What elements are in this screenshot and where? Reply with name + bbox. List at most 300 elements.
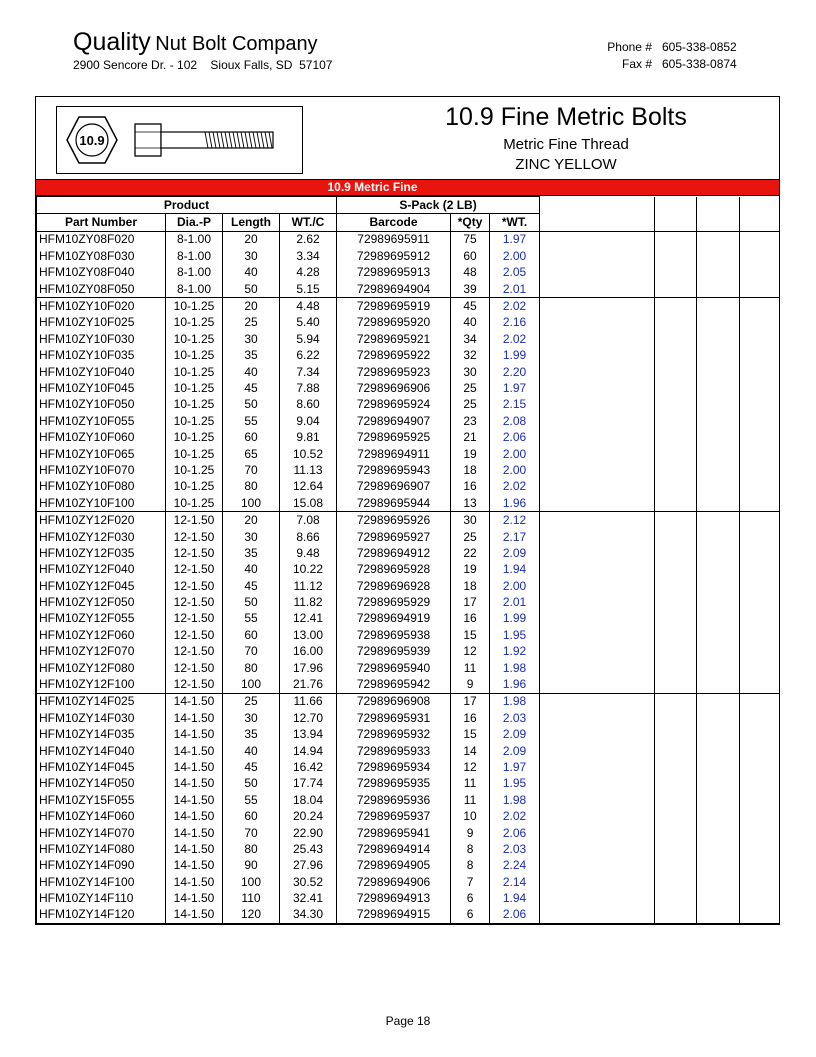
cell-blank [740,644,780,660]
table-row [37,759,780,775]
phone-number: 605-338-0852 [662,40,737,54]
cell-dia-pitch: 14-1.50 [166,776,223,792]
cell-qty: 45 [451,298,490,315]
cell-pack-weight: 2.00 [490,462,540,478]
cell-blank [697,348,740,364]
cell-weight-per-c: 17.74 [280,776,337,792]
cell-blank [655,281,697,298]
cell-barcode: 72989694919 [337,611,451,627]
cell-blank [655,907,697,924]
cell-pack-weight: 1.98 [490,660,540,676]
cell-blank [697,578,740,594]
cell-pack-weight: 2.17 [490,529,540,545]
cell-blank [540,578,655,594]
cell-barcode: 72989695923 [337,364,451,380]
cell-weight-per-c: 16.00 [280,644,337,660]
cell-blank [740,594,780,610]
cell-weight-per-c: 30.52 [280,874,337,890]
cell-part-number: HFM10ZY12F070 [37,644,166,660]
cell-blank [697,364,740,380]
cell-blank [740,462,780,478]
cell-blank [740,562,780,578]
cell-weight-per-c: 22.90 [280,825,337,841]
cell-dia-pitch: 12-1.50 [166,562,223,578]
cell-weight-per-c: 15.08 [280,495,337,512]
cell-qty: 19 [451,446,490,462]
cell-qty: 25 [451,380,490,396]
cell-dia-pitch: 10-1.25 [166,397,223,413]
company-name-rest: Nut Bolt Company [155,33,318,55]
cell-length: 50 [223,594,280,610]
cell-weight-per-c: 11.13 [280,462,337,478]
col-header-weight: *WT. [490,214,540,231]
cell-weight-per-c: 32.41 [280,890,337,906]
cell-barcode: 72989695929 [337,594,451,610]
cell-pack-weight: 1.95 [490,627,540,643]
cell-weight-per-c: 34.30 [280,907,337,924]
cell-barcode: 72989695938 [337,627,451,643]
cell-length: 60 [223,808,280,824]
bolt-icon [57,107,302,173]
fax-label: Fax # [621,57,652,71]
cell-barcode: 72989695925 [337,429,451,445]
table-row [37,462,780,478]
cell-length: 45 [223,380,280,396]
table-row [37,907,780,924]
cell-weight-per-c: 13.94 [280,727,337,743]
cell-barcode: 72989695919 [337,298,451,315]
cell-part-number: HFM10ZY12F100 [37,676,166,693]
cell-blank [697,331,740,347]
cell-blank [740,364,780,380]
cell-pack-weight: 1.98 [490,693,540,710]
cell-blank [540,627,655,643]
section-bar-label: 10.9 Metric Fine [327,180,418,194]
cell-qty: 22 [451,545,490,561]
col-header-length: Length [223,214,280,231]
cell-blank [655,890,697,906]
cell-blank [697,792,740,808]
cell-blank [540,743,655,759]
cell-blank [697,890,740,906]
cell-barcode: 72989696908 [337,693,451,710]
cell-weight-per-c: 14.94 [280,743,337,759]
cell-length: 110 [223,890,280,906]
cell-blank [740,660,780,676]
cell-pack-weight: 2.03 [490,710,540,726]
cell-weight-per-c: 3.34 [280,248,337,264]
cell-barcode: 72989695940 [337,660,451,676]
cell-weight-per-c: 11.12 [280,578,337,594]
cell-barcode: 72989695928 [337,562,451,578]
cell-blank [740,710,780,726]
cell-length: 45 [223,759,280,775]
cell-blank [540,710,655,726]
cell-blank [740,380,780,396]
cell-blank [655,562,697,578]
cell-qty: 40 [451,315,490,331]
cell-qty: 11 [451,776,490,792]
cell-dia-pitch: 10-1.25 [166,380,223,396]
company-address: 2900 Sencore Dr. - 102 Sioux Falls, SD 57107 [73,58,333,72]
cell-length: 30 [223,710,280,726]
cell-barcode: 72989694905 [337,858,451,874]
cell-weight-per-c: 12.64 [280,479,337,495]
cell-blank [655,858,697,874]
cell-pack-weight: 2.03 [490,841,540,857]
cell-blank [655,710,697,726]
cell-pack-weight: 2.20 [490,364,540,380]
cell-blank [697,611,740,627]
cell-qty: 34 [451,331,490,347]
cell-length: 20 [223,231,280,248]
cell-dia-pitch: 14-1.50 [166,841,223,857]
cell-length: 25 [223,693,280,710]
cell-blank [655,808,697,824]
cell-dia-pitch: 8-1.00 [166,281,223,298]
cell-qty: 12 [451,759,490,775]
cell-qty: 15 [451,727,490,743]
cell-pack-weight: 1.97 [490,231,540,248]
cell-blank [740,529,780,545]
cell-weight-per-c: 12.41 [280,611,337,627]
cell-part-number: HFM10ZY10F060 [37,429,166,445]
cell-qty: 9 [451,676,490,693]
cell-barcode: 72989694907 [337,413,451,429]
cell-length: 50 [223,281,280,298]
cell-blank [740,627,780,643]
cell-blank [540,693,655,710]
cell-pack-weight: 1.99 [490,611,540,627]
cell-blank [697,298,740,315]
cell-part-number: HFM10ZY12F045 [37,578,166,594]
cell-dia-pitch: 12-1.50 [166,594,223,610]
cell-blank [655,231,697,248]
cell-blank [697,529,740,545]
cell-qty: 48 [451,265,490,281]
cell-weight-per-c: 12.70 [280,710,337,726]
cell-weight-per-c: 5.15 [280,281,337,298]
cell-dia-pitch: 14-1.50 [166,759,223,775]
cell-qty: 17 [451,693,490,710]
cell-weight-per-c: 7.88 [280,380,337,396]
cell-blank [655,727,697,743]
cell-blank [540,397,655,413]
cell-blank [697,808,740,824]
cell-part-number: HFM10ZY14F090 [37,858,166,874]
cell-pack-weight: 1.98 [490,792,540,808]
cell-blank [655,248,697,264]
cell-barcode: 72989694911 [337,446,451,462]
cell-blank [655,413,697,429]
cell-blank [540,348,655,364]
cell-part-number: HFM10ZY12F035 [37,545,166,561]
cell-length: 35 [223,545,280,561]
cell-part-number: HFM10ZY12F050 [37,594,166,610]
cell-pack-weight: 2.12 [490,512,540,529]
cell-blank [655,331,697,347]
cell-blank [740,825,780,841]
cell-barcode: 72989695913 [337,265,451,281]
cell-length: 120 [223,907,280,924]
table-row [37,676,780,693]
cell-part-number: HFM10ZY10F050 [37,397,166,413]
table-row [37,562,780,578]
cell-blank [697,776,740,792]
cell-blank [740,693,780,710]
cell-pack-weight: 1.97 [490,759,540,775]
cell-blank [697,413,740,429]
cell-part-number: HFM10ZY14F110 [37,890,166,906]
table-row [37,627,780,643]
cell-part-number: HFM10ZY14F030 [37,710,166,726]
cell-blank [697,429,740,445]
cell-qty: 14 [451,743,490,759]
cell-blank [655,364,697,380]
product-table [36,196,780,924]
cell-qty: 19 [451,562,490,578]
cell-blank [540,512,655,529]
cell-blank [655,841,697,857]
cell-pack-weight: 2.09 [490,545,540,561]
cell-part-number: HFM10ZY12F080 [37,660,166,676]
cell-part-number: HFM10ZY12F020 [37,512,166,529]
cell-qty: 10 [451,808,490,824]
cell-blank [740,578,780,594]
group-header-spack: S-Pack (2 LB) [337,197,540,214]
cell-blank [540,660,655,676]
cell-blank [540,315,655,331]
table-row [37,743,780,759]
cell-pack-weight: 2.00 [490,446,540,462]
cell-part-number: HFM10ZY08F030 [37,248,166,264]
cell-blank [697,676,740,693]
cell-length: 90 [223,858,280,874]
cell-pack-weight: 2.09 [490,727,540,743]
cell-pack-weight: 2.01 [490,594,540,610]
cell-part-number: HFM10ZY14F060 [37,808,166,824]
cell-blank [740,874,780,890]
cell-length: 50 [223,776,280,792]
cell-length: 100 [223,495,280,512]
cell-qty: 30 [451,364,490,380]
cell-barcode: 72989694913 [337,890,451,906]
cell-length: 40 [223,743,280,759]
col-header-barcode: Barcode [337,214,451,231]
table-row [37,841,780,857]
cell-qty: 60 [451,248,490,264]
cell-blank [540,529,655,545]
cell-part-number: HFM10ZY10F100 [37,495,166,512]
cell-dia-pitch: 14-1.50 [166,710,223,726]
cell-blank [540,776,655,792]
table-row [37,890,780,906]
cell-pack-weight: 2.06 [490,825,540,841]
cell-part-number: HFM10ZY12F060 [37,627,166,643]
cell-weight-per-c: 8.66 [280,529,337,545]
cell-dia-pitch: 10-1.25 [166,413,223,429]
cell-length: 70 [223,644,280,660]
cell-blank [655,348,697,364]
cell-length: 55 [223,413,280,429]
cell-blank [540,874,655,890]
cell-dia-pitch: 12-1.50 [166,545,223,561]
cell-part-number: HFM10ZY10F025 [37,315,166,331]
cell-length: 40 [223,364,280,380]
cell-dia-pitch: 12-1.50 [166,512,223,529]
cell-length: 65 [223,446,280,462]
cell-length: 50 [223,397,280,413]
cell-dia-pitch: 14-1.50 [166,792,223,808]
table-row [37,858,780,874]
cell-part-number: HFM10ZY14F120 [37,907,166,924]
cell-weight-per-c: 9.04 [280,413,337,429]
cell-length: 30 [223,248,280,264]
cell-blank [697,495,740,512]
cell-length: 40 [223,265,280,281]
cell-length: 35 [223,727,280,743]
cell-weight-per-c: 6.22 [280,348,337,364]
cell-weight-per-c: 8.60 [280,397,337,413]
table-row [37,874,780,890]
cell-blank [540,644,655,660]
table-row [37,348,780,364]
cell-blank [540,611,655,627]
section-bar [36,179,779,196]
cell-part-number: HFM10ZY14F070 [37,825,166,841]
cell-blank [740,776,780,792]
cell-blank [540,364,655,380]
cell-blank [740,907,780,924]
cell-weight-per-c: 11.82 [280,594,337,610]
cell-blank [655,429,697,445]
bolt-image [56,106,303,174]
cell-qty: 30 [451,512,490,529]
cell-pack-weight: 2.05 [490,265,540,281]
cell-barcode: 72989695933 [337,743,451,759]
cell-qty: 25 [451,397,490,413]
col-header-weight-c: WT./C [280,214,337,231]
cell-blank [540,331,655,347]
cell-qty: 7 [451,874,490,890]
cell-barcode: 72989695931 [337,710,451,726]
cell-dia-pitch: 10-1.25 [166,315,223,331]
cell-blank [655,660,697,676]
cell-length: 80 [223,841,280,857]
cell-dia-pitch: 14-1.50 [166,825,223,841]
cell-qty: 8 [451,841,490,857]
cell-barcode: 72989695932 [337,727,451,743]
cell-length: 45 [223,578,280,594]
catalog-frame [35,96,780,925]
cell-pack-weight: 1.95 [490,776,540,792]
table-row [37,578,780,594]
cell-weight-per-c: 20.24 [280,808,337,824]
cell-blank [740,611,780,627]
table-row [37,776,780,792]
col-header-part-number: Part Number [37,214,166,231]
table-row [37,248,780,264]
group-header-row [37,197,780,214]
cell-blank [697,907,740,924]
cell-weight-per-c: 11.66 [280,693,337,710]
cell-barcode: 72989695939 [337,644,451,660]
cell-weight-per-c: 9.81 [280,429,337,445]
cell-blank [655,611,697,627]
cell-dia-pitch: 8-1.00 [166,231,223,248]
cell-dia-pitch: 10-1.25 [166,479,223,495]
table-row [37,594,780,610]
cell-barcode: 72989694912 [337,545,451,561]
cell-blank [740,495,780,512]
cell-length: 30 [223,331,280,347]
cell-qty: 11 [451,792,490,808]
cell-pack-weight: 2.16 [490,315,540,331]
contact-block [590,39,737,73]
table-row [37,710,780,726]
cell-blank [655,265,697,281]
cell-dia-pitch: 14-1.50 [166,727,223,743]
cell-qty: 23 [451,413,490,429]
cell-blank [697,545,740,561]
cell-blank [740,841,780,857]
cell-blank [740,331,780,347]
cell-pack-weight: 2.24 [490,858,540,874]
page-title: 10.9 Fine Metric Bolts [445,103,687,131]
company-name [73,28,318,57]
company-name-bold: Quality [73,28,151,56]
cell-weight-per-c: 21.76 [280,676,337,693]
table-row [37,364,780,380]
cell-barcode: 72989695911 [337,231,451,248]
table-row [37,660,780,676]
cell-blank [740,808,780,824]
cell-barcode: 72989695920 [337,315,451,331]
cell-dia-pitch: 14-1.50 [166,743,223,759]
subtitle-thread: Metric Fine Thread [503,136,629,153]
table-row [37,315,780,331]
cell-qty: 17 [451,594,490,610]
cell-blank [697,265,740,281]
cell-qty: 18 [451,462,490,478]
cell-length: 100 [223,676,280,693]
cell-barcode: 72989695926 [337,512,451,529]
cell-pack-weight: 2.00 [490,578,540,594]
column-header-row [37,214,780,231]
cell-qty: 16 [451,710,490,726]
cell-blank [697,281,740,298]
cell-pack-weight: 2.06 [490,429,540,445]
table-row [37,446,780,462]
cell-blank [697,644,740,660]
cell-dia-pitch: 10-1.25 [166,331,223,347]
cell-qty: 6 [451,890,490,906]
cell-part-number: HFM10ZY12F040 [37,562,166,578]
cell-dia-pitch: 10-1.25 [166,462,223,478]
cell-pack-weight: 2.14 [490,874,540,890]
cell-dia-pitch: 8-1.00 [166,265,223,281]
cell-dia-pitch: 14-1.50 [166,890,223,906]
cell-weight-per-c: 25.43 [280,841,337,857]
cell-blank [697,315,740,331]
cell-part-number: HFM10ZY10F035 [37,348,166,364]
cell-blank [655,495,697,512]
cell-weight-per-c: 2.62 [280,231,337,248]
cell-blank [740,512,780,529]
cell-weight-per-c: 16.42 [280,759,337,775]
cell-length: 35 [223,348,280,364]
cell-blank [540,413,655,429]
